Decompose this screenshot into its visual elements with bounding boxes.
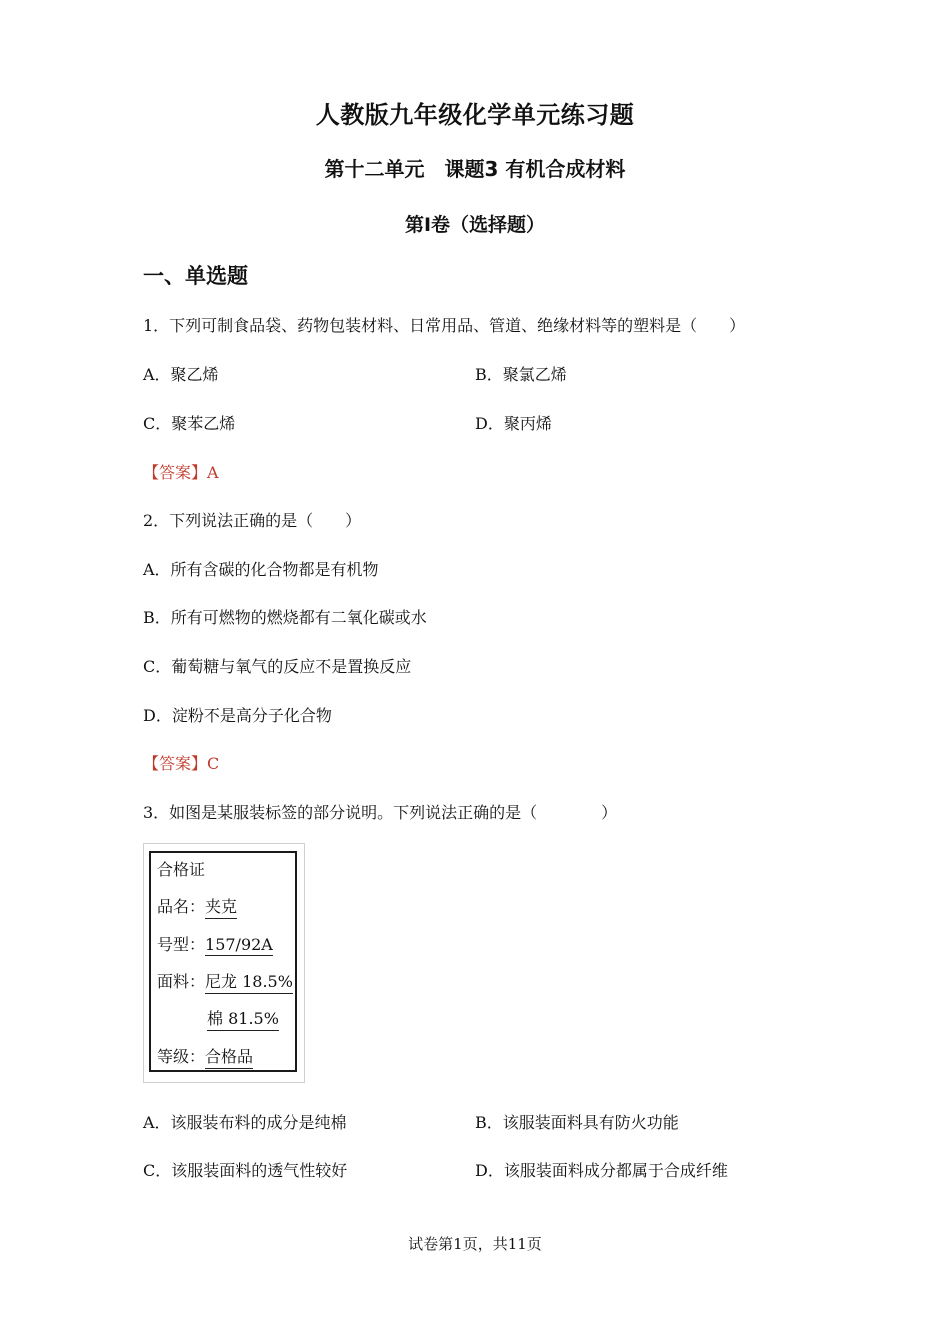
question-1-option-d: D．聚丙烯 [475, 414, 552, 433]
question-2-option-a: A．所有含碳的化合物都是有机物 [143, 560, 379, 579]
question-1-answer: 【答案】A [143, 463, 219, 482]
label-grade-key: 等级： [157, 1047, 206, 1066]
certificate-title: 合格证 [157, 860, 206, 879]
question-3-option-a: A．该服装布料的成分是纯棉 [143, 1113, 347, 1132]
question-1-stem: 1．下列可制食品袋、药物包装材料、日常用品、管道、绝缘材料等的塑料是（ ） [143, 316, 746, 335]
question-2-answer: 【答案】C [143, 754, 220, 773]
volume-heading: 第Ⅰ卷（选择题） [404, 214, 546, 236]
section-heading: 一、单选题 [143, 264, 248, 288]
question-2-option-c: C．葡萄糖与氧气的反应不是置换反应 [143, 657, 412, 676]
document-title: 人教版九年级化学单元练习题 [315, 101, 635, 129]
label-model-row [157, 932, 273, 956]
label-grade-value: 合格品 [205, 1044, 253, 1069]
label-fabric-value-1: 尼龙 18.5% [205, 969, 293, 994]
label-fabric-row-2 [207, 1006, 279, 1031]
document-subtitle: 第十二单元 课题3 有机合成材料 [324, 157, 626, 181]
label-grade-row [157, 1044, 253, 1069]
question-3-option-b: B．该服装面料具有防火功能 [475, 1113, 679, 1132]
question-1-option-a: A．聚乙烯 [143, 365, 219, 384]
label-name-key: 品名： [157, 897, 206, 916]
label-fabric-row [157, 969, 293, 994]
label-fabric-value-2: 棉 81.5% [207, 1006, 279, 1031]
label-model-key: 号型： [157, 935, 206, 954]
clothing-label-figure [143, 843, 305, 1083]
question-1-option-c: C．聚苯乙烯 [143, 414, 236, 433]
page-footer: 试卷第1页，共11页 [408, 1235, 542, 1253]
question-3-option-d: D．该服装面料成分都属于合成纤维 [475, 1161, 728, 1180]
question-2-option-b: B．所有可燃物的燃烧都有二氧化碳或水 [143, 608, 427, 627]
certificate-box [149, 851, 297, 1072]
question-3-stem: 3．如图是某服装标签的部分说明。下列说法正确的是（ ） [143, 803, 618, 822]
question-2-stem: 2．下列说法正确的是（ ） [143, 511, 362, 530]
question-3-option-c: C．该服装面料的透气性较好 [143, 1161, 348, 1180]
question-1-option-b: B．聚氯乙烯 [475, 365, 567, 384]
label-model-value: 157/92A [205, 935, 273, 954]
question-2-option-d: D．淀粉不是高分子化合物 [143, 706, 332, 725]
label-name-row [157, 894, 237, 919]
label-fabric-key: 面料： [157, 972, 206, 991]
label-name-value: 夹克 [205, 894, 237, 919]
